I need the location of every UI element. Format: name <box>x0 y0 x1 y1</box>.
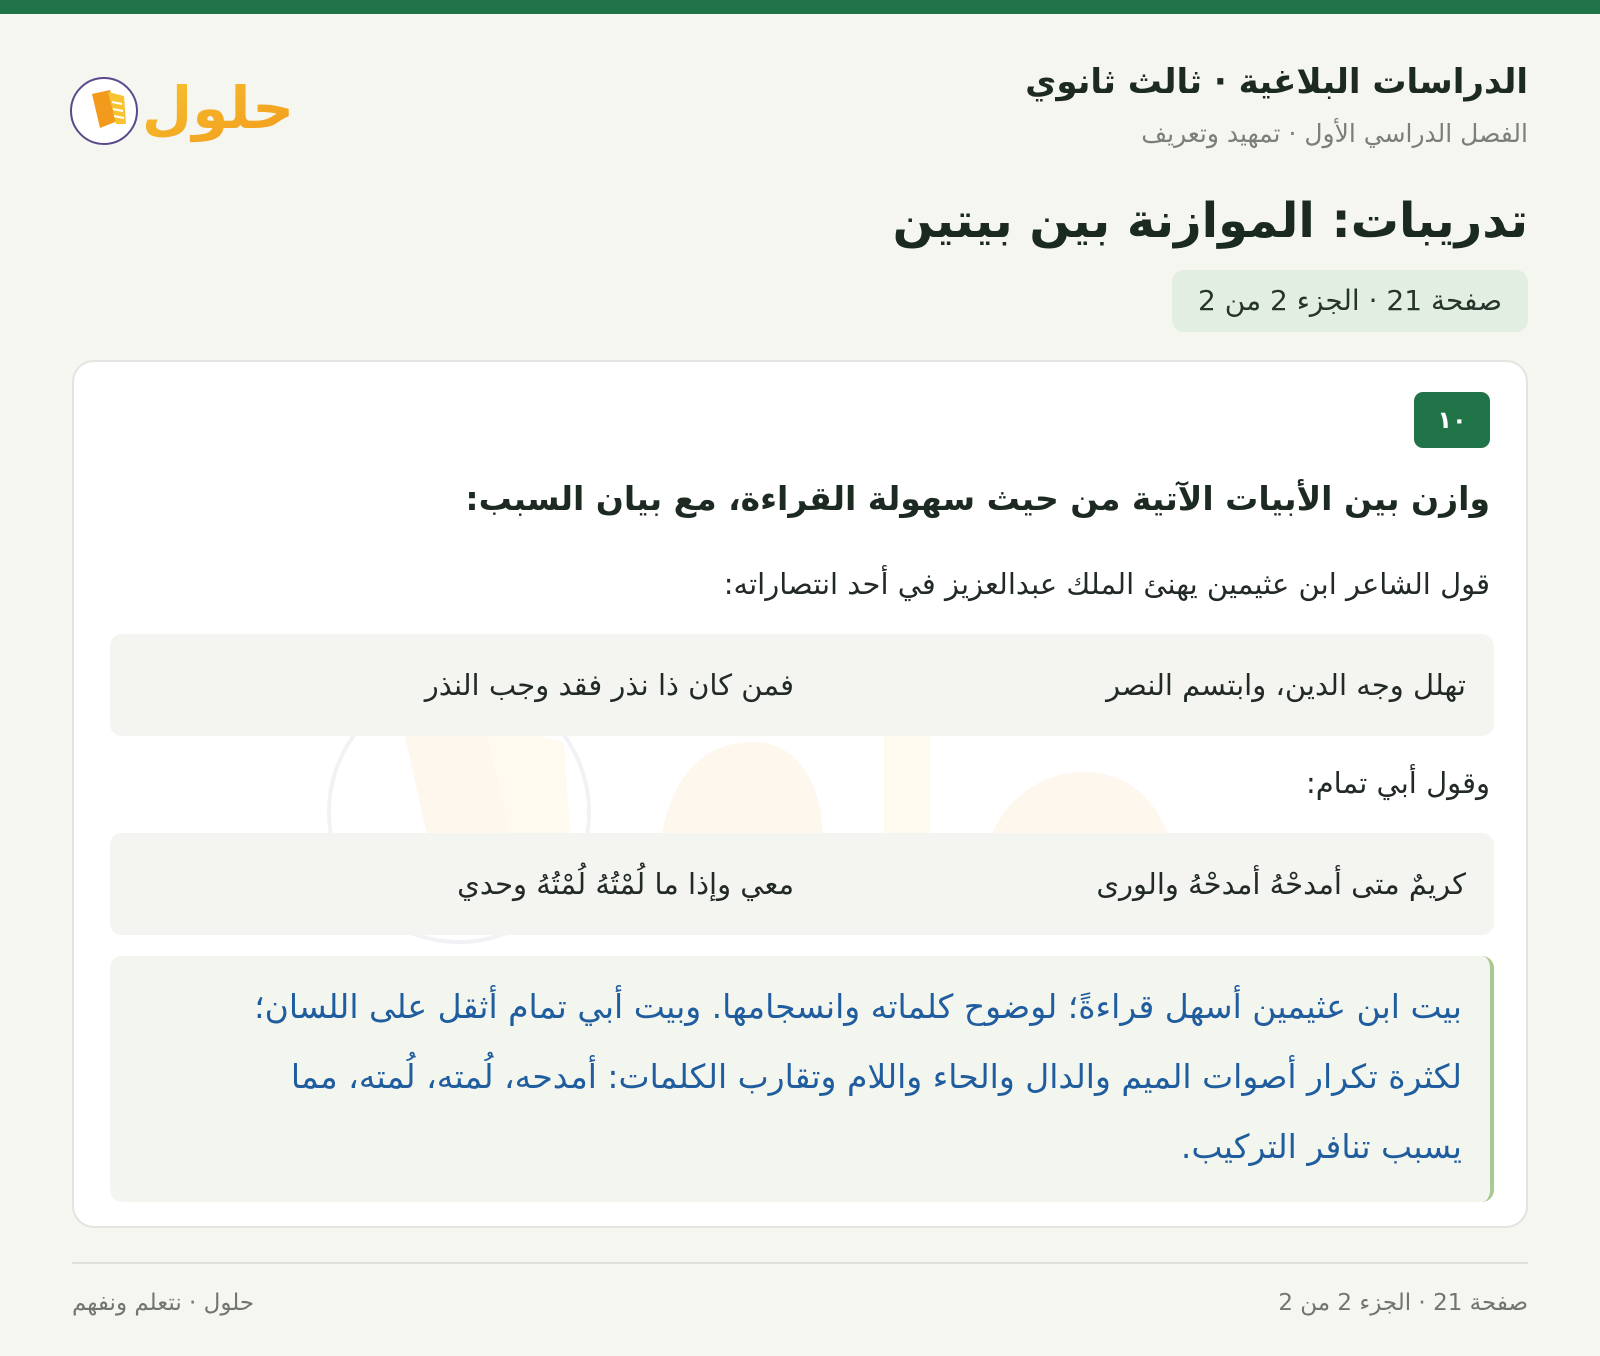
question-number-badge: ١٠ <box>1414 392 1490 448</box>
verse-second-hemistich: فمن كان ذا نذر فقد وجب النذر <box>424 668 794 702</box>
subject-title: الدراسات البلاغية · ثالث ثانوي <box>1025 62 1528 102</box>
verse-intro-ibn-uthaymin: قول الشاعر ابن عثيمين يهنئ الملك عبدالعزيز في أحد انتصاراته: <box>723 567 1490 601</box>
logo-graphic <box>70 62 300 152</box>
semester-subtitle: الفصل الدراسي الأول · تمهيد وتعريف <box>1141 119 1528 148</box>
verse-box-ibn-uthaymin <box>110 634 1494 736</box>
verse-first-hemistich: تهلل وجه الدين، وابتسم النصر <box>1106 668 1466 702</box>
book-icon <box>71 78 137 144</box>
verse-first-hemistich: كريمٌ متى أمدحْهُ أمدحْهُ والورى <box>1096 867 1466 901</box>
lesson-title: تدريبات: الموازنة بين بيتين <box>892 193 1528 249</box>
top-accent-bar <box>0 0 1600 14</box>
logo-text: حلول <box>141 74 295 142</box>
page-indicator-badge: صفحة 21 · الجزء 2 من 2 <box>1172 270 1528 332</box>
verse-box-abu-tammam <box>110 833 1494 935</box>
site-logo[interactable] <box>70 62 300 152</box>
verse-intro-abu-tammam: وقول أبي تمام: <box>1305 766 1490 800</box>
question-prompt: وازن بين الأبيات الآتية من حيث سهولة القراءة، مع بيان السبب: <box>465 479 1490 518</box>
footer-divider <box>72 1262 1528 1264</box>
footer-page-indicator: صفحة 21 · الجزء 2 من 2 <box>1278 1290 1528 1316</box>
page-header <box>828 58 1528 152</box>
question-card <box>72 360 1528 1228</box>
answer-text: بيت ابن عثيمين أسهل قراءةً؛ لوضوح كلماته وانسجامها. وبيت أبي تمام أثقل على اللسان؛ لكثرة تكرار أصوات الميم والدال والحاء واللام وتقارب الكلمات: أمدحه، لُمته، لُمته، مما يسبب تنافر التركيب. <box>254 987 1462 1166</box>
verse-second-hemistich: معي وإذا ما لُمْتُهُ لُمْتُهُ وحدي <box>457 867 794 901</box>
footer-brand: حلول · نتعلم ونفهم <box>72 1290 255 1316</box>
answer-box <box>110 956 1494 1202</box>
